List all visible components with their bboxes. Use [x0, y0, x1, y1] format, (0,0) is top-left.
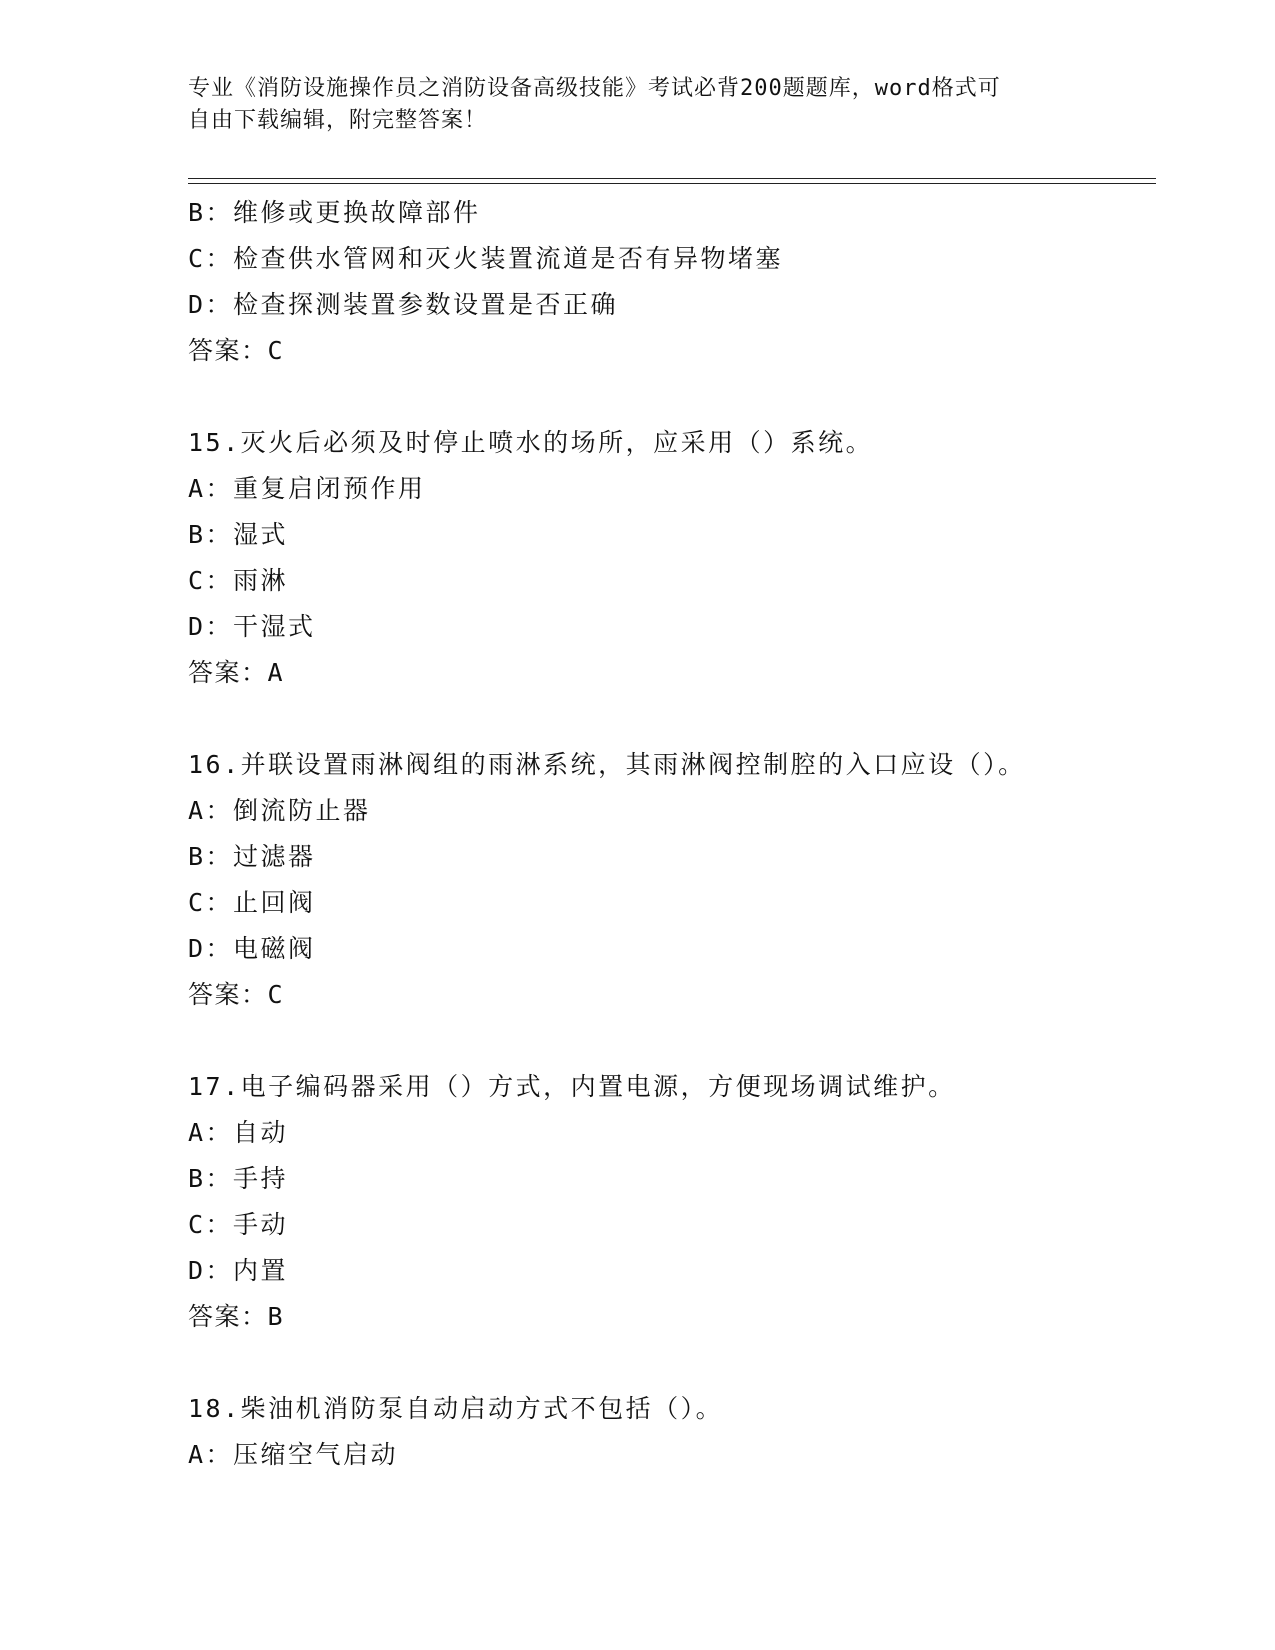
question-spacer: [188, 696, 1148, 742]
header-line-2: 自由下载编辑，附完整答案！: [188, 108, 488, 133]
option-b: B：维修或更换故障部件: [188, 198, 481, 227]
question-list: [188, 190, 1148, 1478]
option-d: D：电磁阀: [188, 934, 316, 963]
question-stem: 18.柴油机消防泵自动启动方式不包括（）。: [188, 1394, 724, 1423]
question-block-continued: [188, 190, 1148, 374]
option-b: B：手持: [188, 1164, 289, 1193]
question-block-16: [188, 742, 1148, 1018]
option-d: D：检查探测装置参数设置是否正确: [188, 290, 619, 319]
question-block-18: [188, 1386, 1148, 1478]
header-divider-top: [188, 178, 1156, 179]
answer-line: 答案：C: [188, 336, 285, 365]
question-spacer: [188, 374, 1148, 420]
answer-line: 答案：B: [188, 1302, 285, 1331]
header-line-1: 专业《消防设施操作员之消防设备高级技能》考试必背200题题库，word格式可: [188, 76, 1001, 101]
option-a: A：倒流防止器: [188, 796, 371, 825]
question-spacer: [188, 1340, 1148, 1386]
header-divider-bottom: [188, 183, 1156, 184]
option-a: A：自动: [188, 1118, 289, 1147]
option-c: C：检查供水管网和灭火装置流道是否有异物堵塞: [188, 244, 784, 273]
question-stem: 17.电子编码器采用（）方式，内置电源，方便现场调试维护。: [188, 1072, 956, 1101]
option-b: B：湿式: [188, 520, 289, 549]
option-d: D：内置: [188, 1256, 289, 1285]
question-spacer: [188, 1018, 1148, 1064]
answer-line: 答案：A: [188, 658, 285, 687]
option-d: D：干湿式: [188, 612, 316, 641]
option-a: A：压缩空气启动: [188, 1440, 399, 1469]
option-c: C：止回阀: [188, 888, 316, 917]
question-block-15: [188, 420, 1148, 696]
option-c: C：雨淋: [188, 566, 289, 595]
question-stem: 16.并联设置雨淋阀组的雨淋系统，其雨淋阀控制腔的入口应设（）。: [188, 750, 1026, 779]
option-b: B：过滤器: [188, 842, 316, 871]
option-c: C：手动: [188, 1210, 289, 1239]
question-block-17: [188, 1064, 1148, 1340]
document-header: [188, 73, 1068, 137]
question-stem: 15.灭火后必须及时停止喷水的场所，应采用（）系统。: [188, 428, 874, 457]
answer-line: 答案：C: [188, 980, 285, 1009]
option-a: A：重复启闭预作用: [188, 474, 426, 503]
